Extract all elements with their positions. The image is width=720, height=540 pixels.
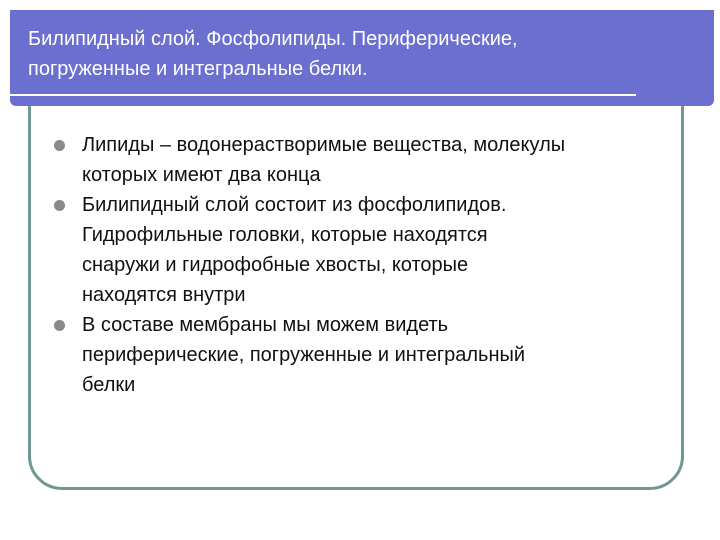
bullet-item-membrane-proteins	[54, 310, 654, 400]
bullet-item-bilayer	[54, 190, 654, 310]
title-underline	[10, 94, 636, 96]
bullet-dot-icon	[54, 200, 65, 211]
title-bar	[10, 10, 714, 106]
bullet-dot-icon	[54, 140, 65, 151]
bullet-text-line: Липиды – водонерастворимые вещества, молекулы	[82, 134, 566, 156]
slide-title-line-2: погруженные и интегральные белки.	[28, 58, 368, 80]
bullet-text-line: Билипидный слой состоит из фосфолипидов.	[82, 194, 507, 216]
bullet-text-line: Гидрофильные головки, которые находятся	[82, 224, 488, 246]
bullet-text-line: В составе мембраны мы можем видеть	[82, 314, 449, 336]
bullet-text-line: снаружи и гидрофобные хвосты, которые	[82, 254, 469, 276]
bullet-text-line: находятся внутри	[82, 284, 246, 306]
slide-title	[28, 24, 668, 84]
bullet-text-line: белки	[82, 374, 136, 396]
bullet-text-line: которых имеют два конца	[82, 164, 321, 186]
slide-title-line-1: Билипидный слой. Фосфолипиды. Периферические,	[28, 28, 518, 50]
bullet-list	[54, 130, 654, 400]
bullet-text-line: периферические, погруженные и интегральный	[82, 344, 526, 366]
bullet-item-lipids	[54, 130, 654, 190]
bullet-dot-icon	[54, 320, 65, 331]
